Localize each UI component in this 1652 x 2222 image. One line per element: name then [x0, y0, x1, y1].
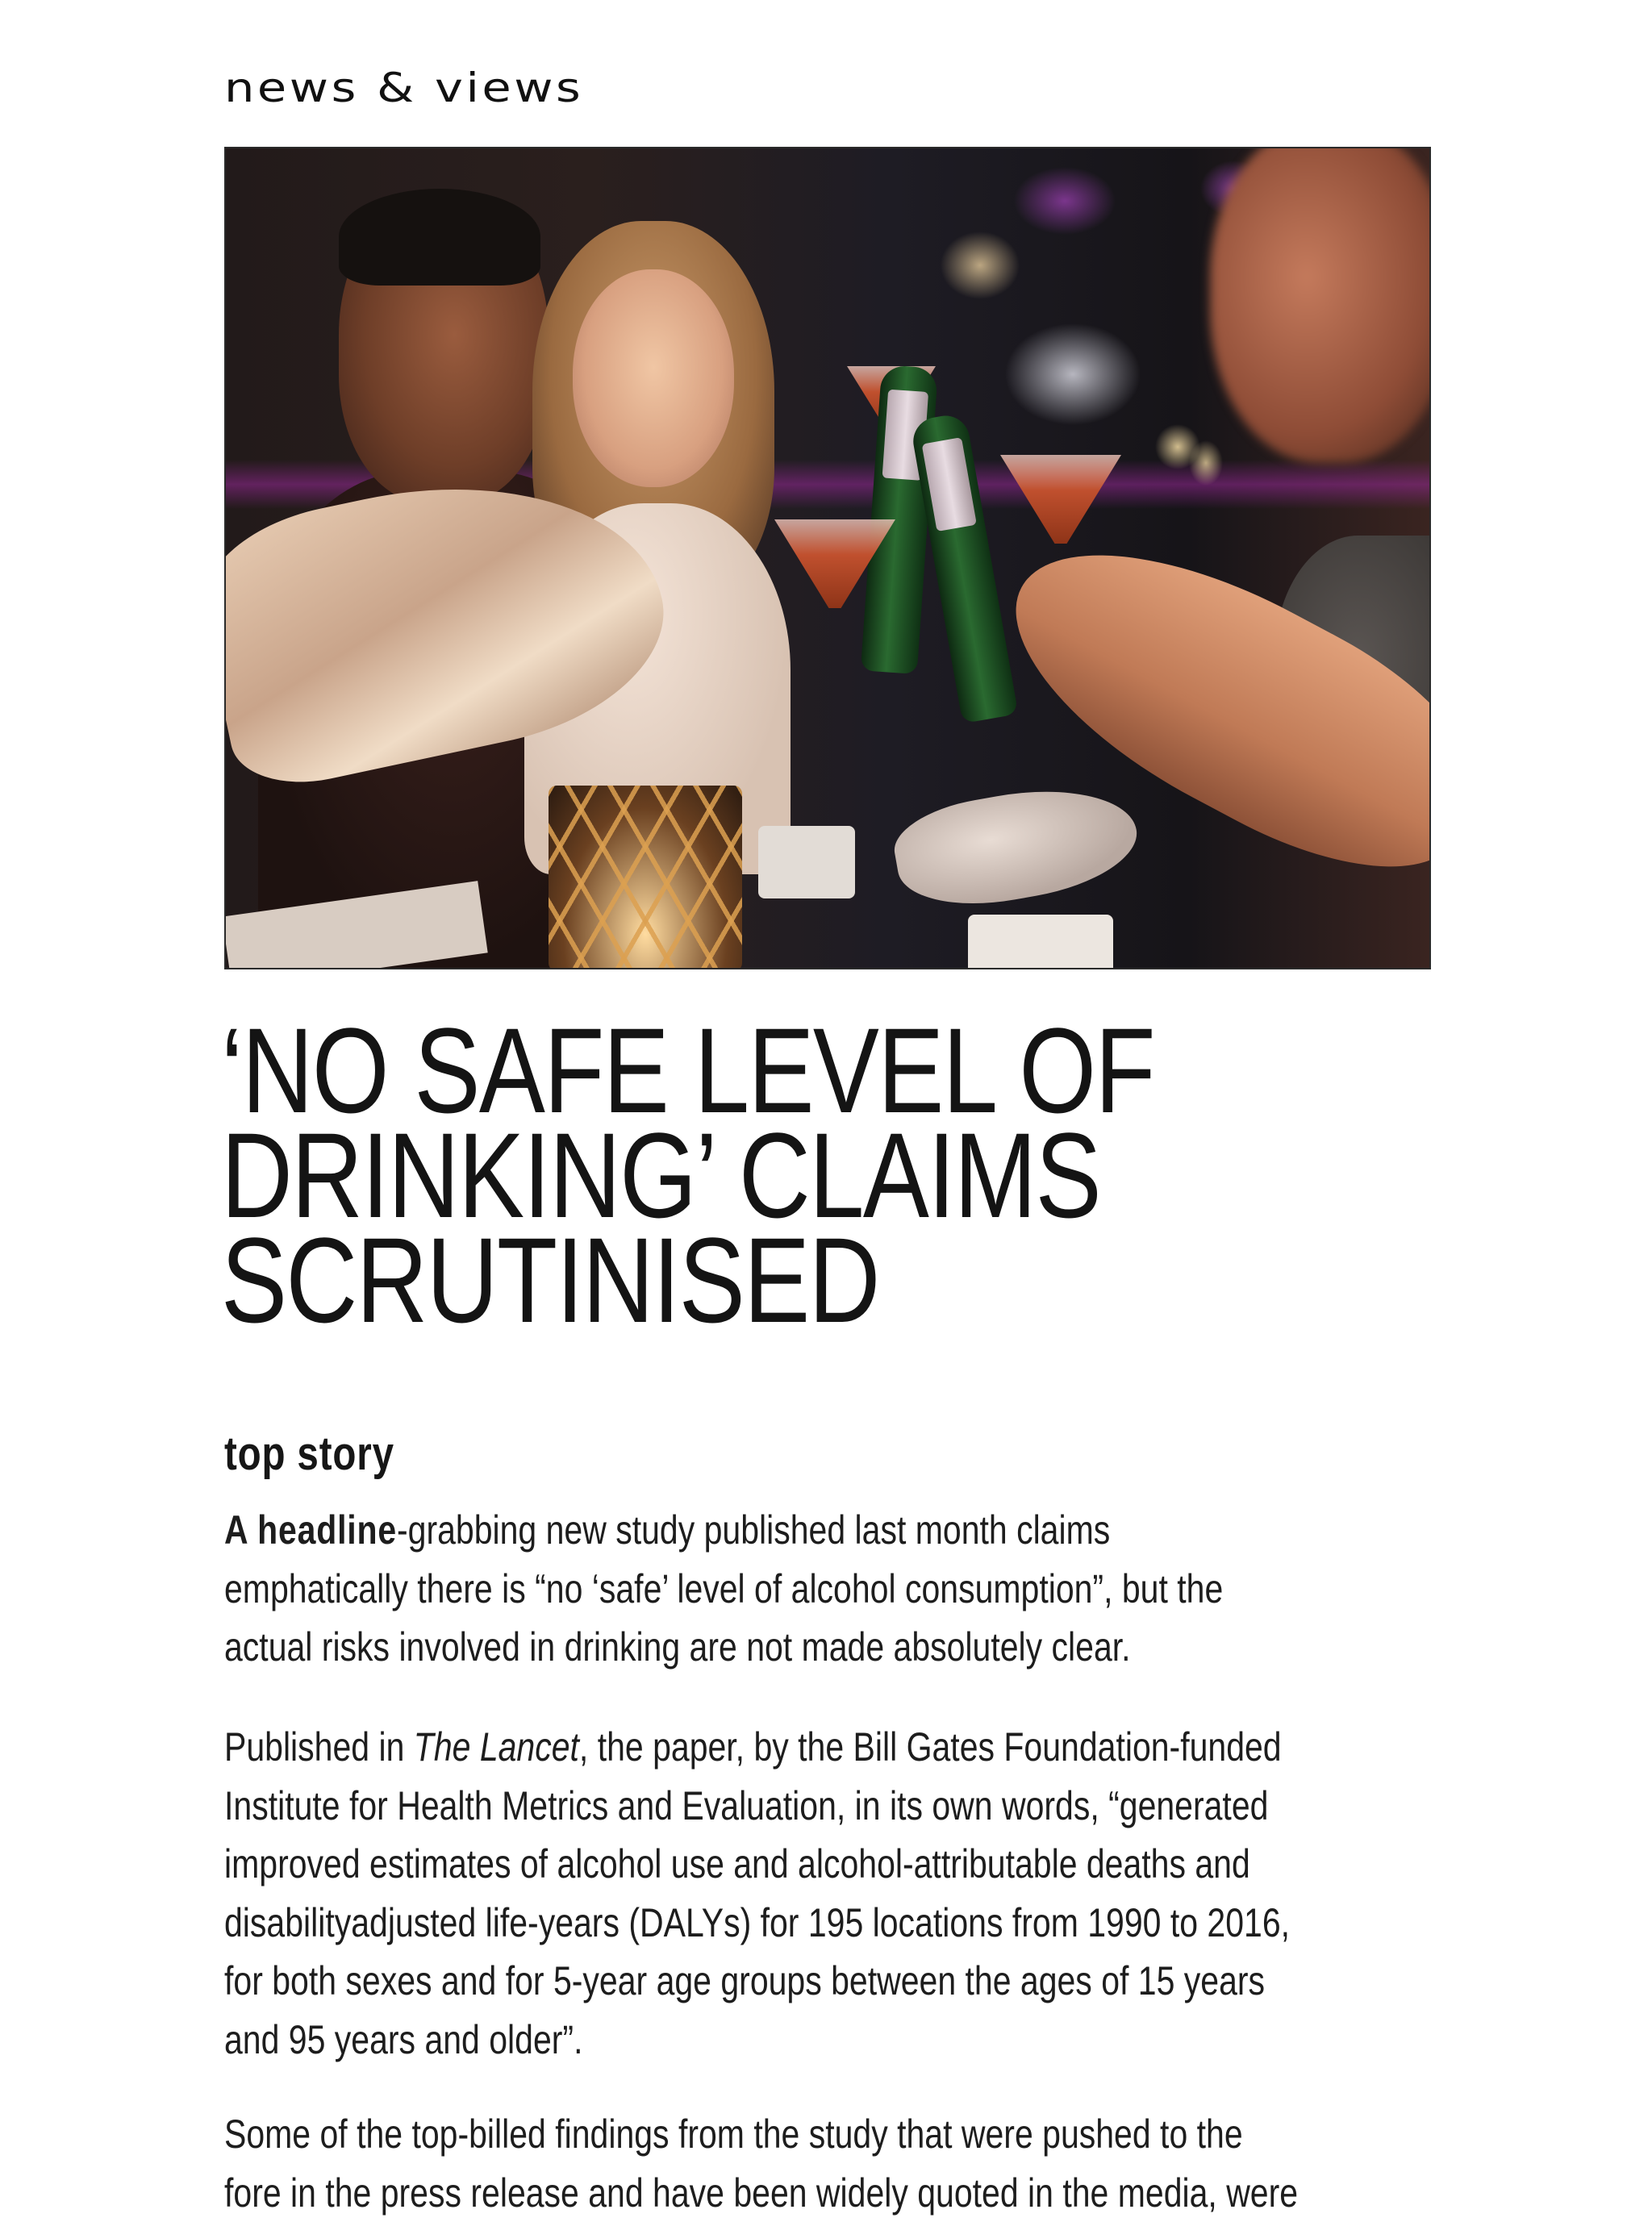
- lead-in-bold: A headline: [224, 1507, 397, 1553]
- photo-beer-bottle: [910, 412, 1019, 723]
- kicker-label: top story: [224, 1426, 394, 1482]
- section-label: news & views: [224, 68, 583, 108]
- paragraph-line: actual risks involved in drinking are not made absolutely clear.: [224, 1618, 1388, 1677]
- paragraph-line: Institute for Health Metrics and Evaluation, in its own words, “generated: [224, 1777, 1388, 1836]
- paragraph-line: emphatically there is “no ‘safe’ level of alcohol consumption”, but the: [224, 1560, 1388, 1619]
- photo-candle-lantern: [549, 786, 742, 969]
- photo-dish-small: [758, 826, 855, 898]
- headline-line: SCRUTINISED: [221, 1228, 1200, 1332]
- paragraph-line: [224, 1718, 1388, 1777]
- photo-person-woman-face: [573, 269, 734, 487]
- headline-line: ‘NO SAFE LEVEL OF: [221, 1018, 1200, 1123]
- line-text: -grabbing new study published last month claims: [397, 1507, 1110, 1553]
- photo-plate: [888, 773, 1145, 919]
- paragraph-line: disabilityadjusted life-years (DALYs) for 195 locations from 1990 to 2016,: [224, 1894, 1388, 1953]
- photo-person-man-hair: [339, 189, 540, 286]
- article-headline: [221, 1018, 1200, 1332]
- paragraph-line: [224, 1501, 1388, 1560]
- article-paragraph: [224, 1718, 1388, 2069]
- article-paragraph: [224, 2105, 1388, 2222]
- photo-person-right-face: [1210, 147, 1431, 463]
- paragraph-line: for both sexes and for 5-year age groups between the ages of 15 years: [224, 1952, 1388, 2011]
- article-paragraph: [224, 1501, 1388, 1677]
- line-text: , the paper, by the Bill Gates Foundation-funded: [579, 1724, 1282, 1770]
- photo-cocktail-glass: [1000, 455, 1121, 544]
- line-text: Published in: [224, 1724, 414, 1770]
- paragraph-line: Some of the top-billed findings from the study that were pushed to the: [224, 2105, 1388, 2164]
- hero-photo: [224, 147, 1431, 969]
- paragraph-line: fore in the press release and have been widely quoted in the media, were: [224, 2164, 1388, 2222]
- paragraph-line: and 95 years and older”.: [224, 2011, 1388, 2070]
- headline-line: DRINKING’ CLAIMS: [221, 1123, 1200, 1228]
- bottle-label: [922, 437, 977, 532]
- journal-title: The Lancet: [414, 1724, 579, 1770]
- paragraph-line: improved estimates of alcohol use and alcohol-attributable deaths and: [224, 1835, 1388, 1894]
- photo-dish: [968, 915, 1113, 969]
